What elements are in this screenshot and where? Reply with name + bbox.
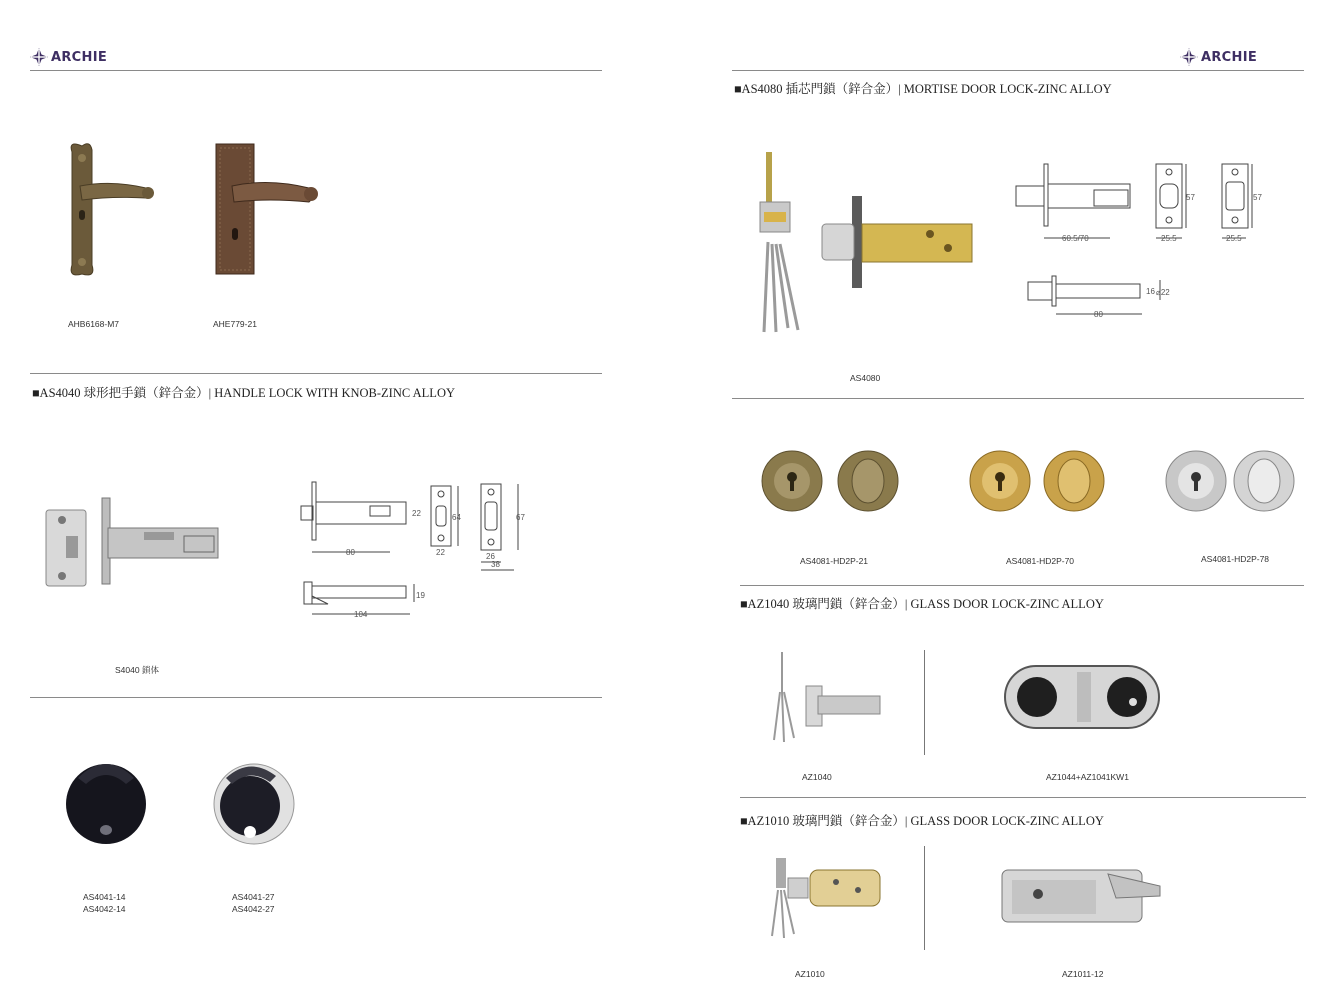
dim-label: 22 xyxy=(412,509,421,518)
dim-label: 57 xyxy=(1186,193,1195,202)
brand-logo-text: ARCHIE xyxy=(1201,49,1258,65)
section-title-as4040: ■AS4040 球形把手鎖（鋅合金）| HANDLE LOCK WITH KNOB-ZINC ALLOY xyxy=(32,386,455,400)
glass-lock-az1044-image xyxy=(1003,660,1163,735)
brand-mark-icon xyxy=(30,48,48,66)
column-divider xyxy=(924,650,925,755)
dim-label: 26 xyxy=(486,552,495,561)
dim-label: 64 xyxy=(452,513,461,522)
brand-logo-left xyxy=(30,48,107,66)
latch-product-image xyxy=(44,498,234,588)
product-code: AS4081-HD2P-70 xyxy=(1006,556,1075,566)
lever-handle-antique-image xyxy=(62,140,157,280)
section-rule xyxy=(740,585,1304,586)
dim-label: 80 xyxy=(346,548,355,557)
column-divider xyxy=(924,846,925,950)
product-code: AS4041-14 xyxy=(83,892,126,902)
rosette-set-image xyxy=(760,445,1305,525)
header-rule-right xyxy=(732,70,1304,71)
product-code: AS4081-HD2P-78 xyxy=(1201,554,1270,564)
header-rule-left xyxy=(30,70,602,71)
lever-handle-bronze-plate-image xyxy=(214,142,324,277)
dim-label: ⌀22 xyxy=(1156,288,1170,297)
dim-label: 19 xyxy=(416,591,425,600)
dim-label: 104 xyxy=(354,610,368,619)
section-rule xyxy=(30,373,602,374)
section-title-az1010: ■AZ1010 玻璃門鎖（鋅合金）| GLASS DOOR LOCK-ZINC ALLOY xyxy=(740,814,1104,828)
dim-label: 25.5 xyxy=(1161,234,1177,243)
deadbolt-black-image xyxy=(64,752,152,852)
glass-lock-az1040-image xyxy=(768,652,888,747)
brand-mark-icon xyxy=(1180,48,1198,66)
dim-label: 16 xyxy=(1146,287,1155,296)
section-title-az1040: ■AZ1040 玻璃門鎖（鋅合金）| GLASS DOOR LOCK-ZINC ALLOY xyxy=(740,597,1104,611)
dim-label: 67 xyxy=(516,513,525,522)
product-code: AS4041-27 xyxy=(232,892,275,902)
dim-label: 25.5 xyxy=(1226,234,1242,243)
section-rule xyxy=(732,398,1304,399)
section-rule xyxy=(30,697,602,698)
product-code: AZ1040 xyxy=(802,772,832,782)
product-code: AZ1010 xyxy=(795,969,825,979)
product-code: AS4080 xyxy=(850,373,881,383)
product-codes xyxy=(83,891,126,915)
mortise-lock-technical-drawing xyxy=(1010,160,1270,320)
product-code: AS4081-HD2P-21 xyxy=(800,556,869,566)
product-code: S4040 鎖体 xyxy=(115,665,159,675)
product-code: AHB6168-M7 xyxy=(68,319,120,329)
latch-technical-drawing xyxy=(298,480,533,620)
dim-label: 38 xyxy=(491,560,500,569)
section-title-as4080: ■AS4080 插芯門鎖（鋅合金）| MORTISE DOOR LOCK-ZINC ALLOY xyxy=(734,82,1112,96)
dim-label: 22 xyxy=(436,548,445,557)
product-codes xyxy=(232,891,275,915)
mortise-lock-product-image xyxy=(752,152,977,337)
dim-label: 60.5/70 xyxy=(1062,234,1089,243)
product-code: AHE779-21 xyxy=(213,319,257,329)
glass-lock-az1010-image xyxy=(766,856,891,941)
section-rule xyxy=(740,797,1306,798)
brand-logo-text: ARCHIE xyxy=(51,49,108,65)
dim-label: 80 xyxy=(1094,310,1103,319)
product-code: AZ1011-12 xyxy=(1062,969,1104,979)
glass-lock-az1011-image xyxy=(998,860,1168,930)
product-code: AS4042-14 xyxy=(83,904,126,914)
brand-logo-right xyxy=(1180,48,1257,66)
deadbolt-chrome-image xyxy=(210,752,298,852)
product-code: AZ1044+AZ1041KW1 xyxy=(1046,772,1129,782)
dim-label: 57 xyxy=(1253,193,1262,202)
product-code: AS4042-27 xyxy=(232,904,275,914)
